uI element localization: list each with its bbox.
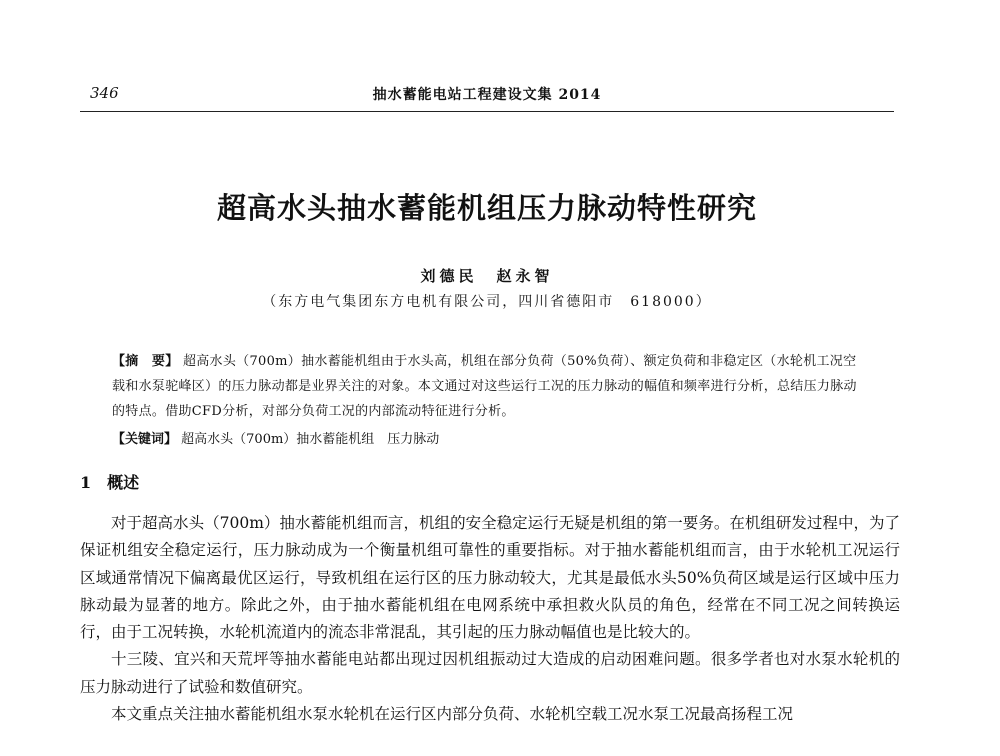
- paragraph: 十三陵、宜兴和天荒坪等抽水蓄能电站都出现过因机组振动过大造成的启动困难问题。很多学者也对水泵水轮机的压力脉动进行了试验和数值研究。: [80, 650, 900, 696]
- section-title: 概述: [107, 473, 140, 492]
- paragraph: 对于超高水头（700m）抽水蓄能机组而言，机组的安全稳定运行无疑是机组的第一要务。在机组研发过程中，为了保证机组安全稳定运行，压力脉动成为一个衡量机组可靠性的重要指标。对于抽水蓄能机组而言，由于水轮机工况运行区域通常情况下偏离最优区运行，导致机组在运行区的压力脉动较大，尤其是最低水头50%负荷区域是运行区域中压力脉动最为显著的地方。除此之外，由于抽水蓄能机组在电网系统中承担救火队员的角色，经常在不同工况之间转换运行，由于工况转换，水轮机流道内的流态非常混乱，其引起的压力脉动幅值也是比较大的。: [80, 514, 900, 642]
- keywords-label: 【关键词】: [112, 432, 178, 447]
- header-rule: [80, 111, 894, 112]
- section-number: 1: [80, 473, 92, 492]
- abstract-text: 超高水头（700m）抽水蓄能机组由于水头高，机组在部分负荷（50%负荷）、额定负荷和非稳定区（水轮机工况空载和水泵驼峰区）的压力脉动都是业界关注的对象。本文通过对这些运行工况的压力脉动的幅值和频率进行分析，总结压力脉动的特点。借助CFD分析，对部分负荷工况的内部流动特征进行分析。: [112, 354, 857, 419]
- page-header: [80, 84, 894, 106]
- paragraph: 本文重点关注抽水蓄能机组水泵水轮机在运行区内部分负荷、水轮机空载工况水泵工况最高扬程工况: [111, 705, 794, 724]
- page-number: 346: [90, 84, 119, 102]
- paper-title: 超高水头抽水蓄能机组压力脉动特性研究: [216, 191, 757, 225]
- keywords-text: 超高水头（700m）抽水蓄能机组 压力脉动: [181, 432, 440, 447]
- abstract-label: 【摘 要】: [112, 354, 179, 369]
- authors: 刘德民 赵永智: [420, 267, 554, 285]
- keywords: [112, 427, 868, 452]
- affiliation: （东方电气集团东方电机有限公司，四川省德阳市 618000）: [262, 294, 712, 310]
- section-heading: [80, 470, 139, 493]
- abstract: [112, 349, 868, 424]
- body-text: [80, 510, 900, 728]
- running-title: 抽水蓄能电站工程建设文集 2014: [372, 87, 602, 103]
